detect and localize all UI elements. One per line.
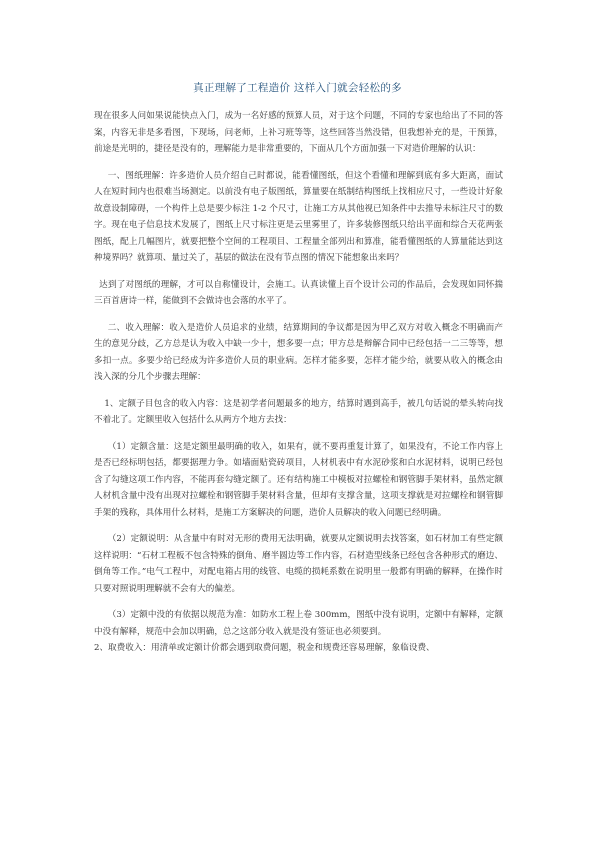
item-specification-basis: （3）定额中没的有依据以规范为准：如防水工程上卷 300mm，图纸中没有说明，定额中有解释，定额中没有解释，规范中会加以明确，总之这部分收入就是没有签证也必须要到。 xyxy=(94,610,503,637)
section-drawing-understanding: 一、图纸理解：许多造价人员介绍自己时都说，能看懂图纸，但这个看懂和理解到底有多大距离，面试人在短时间内也很难当场测定。以前没有电子版图纸，算量要在纸制结构图纸上找相应尺寸，一些设计好象故意设制障碍，一个构件上总是要少标注 1-2 个尺寸，让施工方从其他视已知条件中去推导未标注尺寸的数字。现在电子信息技术发展了，图纸上尺寸标注更是云里雾里了，许多装修图纸只给出平面和综合天花两张图纸，配上几幅图片，就要把整个空间的工程项目、工程量全部列出和算准，能看懂图纸的人算量能达到这种境界吗？就算项、量过关了，基层的做法在没有节点图的情况下能想象出来吗？ xyxy=(94,170,503,263)
item-quota-content: （1）定额含量：这是定额里最明确的收入，如果有，就不要再重复计算了，如果没有，不论工作内容上是否已经标明包括，都要据理力争。如墙面贴瓷砖项目，人材机表中有水泥砂浆和白水泥材料，说明已经包含了勾缝这项工作内容，不能再套勾缝定额了。还有结构施工中模板对拉螺栓和钢管脚手架材料，虽然定额人材机含量中没有出现对拉螺栓和钢管脚手架材料含量，但却有支撑含量，这项支撑就是对拉螺栓和钢管脚手架的残称，具体用什么材料，是施工方案解决的问题，造价人员解决的收入问题已经明确。 xyxy=(94,441,503,518)
document-title: 真正理解了工程造价 这样入门就会轻松的多 xyxy=(193,82,402,94)
intro-paragraph: 现在很多人问如果说能快点入门，成为一名好感的预算人员，对于这个问题，不同的专家也给出了不同的答案，内容无非是多看图，下现场，问老师，上补习班等等，这些回答当然没错，但我想补充的是，干预算，前途是光明的，捷径是没有的，理解能力是非常重要的，下面从几个方面加强一下对造价理解的认识： xyxy=(94,111,503,154)
subsection-fee-income: 2、取费收入：用清单或定额计价都会遇到取费问题，税金和规费还容易理解，象临设费、 xyxy=(94,643,435,653)
drawing-understanding-conclusion: 达到了对图纸的理解，才可以自称懂设计，会施工。认真读懂上百个设计公司的作品后，会发现如同怀揣三百首唐诗一样，能做到不会做诗也会落的水平了。 xyxy=(94,279,503,306)
section-income-understanding: 二、收入理解：收入是造价人员追求的业绩，结算期间的争议都是因为甲乙双方对收入概念不明确而产生的意见分歧，乙方总是认为收入中缺一少十，想多要一点；甲方总是辩解合同中已经包括一二三等等，想多扣一点。多要少给已经成为许多造价人员的职业病。怎样才能多要，怎样才能少给，就要从收入的概念由浅入深的分几个步骤去理解： xyxy=(94,322,503,382)
document-body xyxy=(94,108,503,667)
item-quota-notes: （2）定额说明：从含量中有时对无形的费用无法明确，就要从定额说明去找答案，如石材加工有些定额这样说明：“石材工程板不包含特殊的倒角、磨半圆边等工作内容，石材造型线条已经包含各种形式的磨边、倒角等工作。”电气工程中，对配电箱占用的线管、电缆的损耗系数在说明里一般都有明确的解释，在操作时只要对照说明理解就不会有大的偏差。 xyxy=(94,534,503,594)
subsection-quota-income: 1、定额子目包含的收入内容：这是初学者问题最多的地方，结算时遇到高手，被几句话说的晕头转向找不着北了。定额里收入包括什么从两方个地方去找： xyxy=(94,398,503,425)
